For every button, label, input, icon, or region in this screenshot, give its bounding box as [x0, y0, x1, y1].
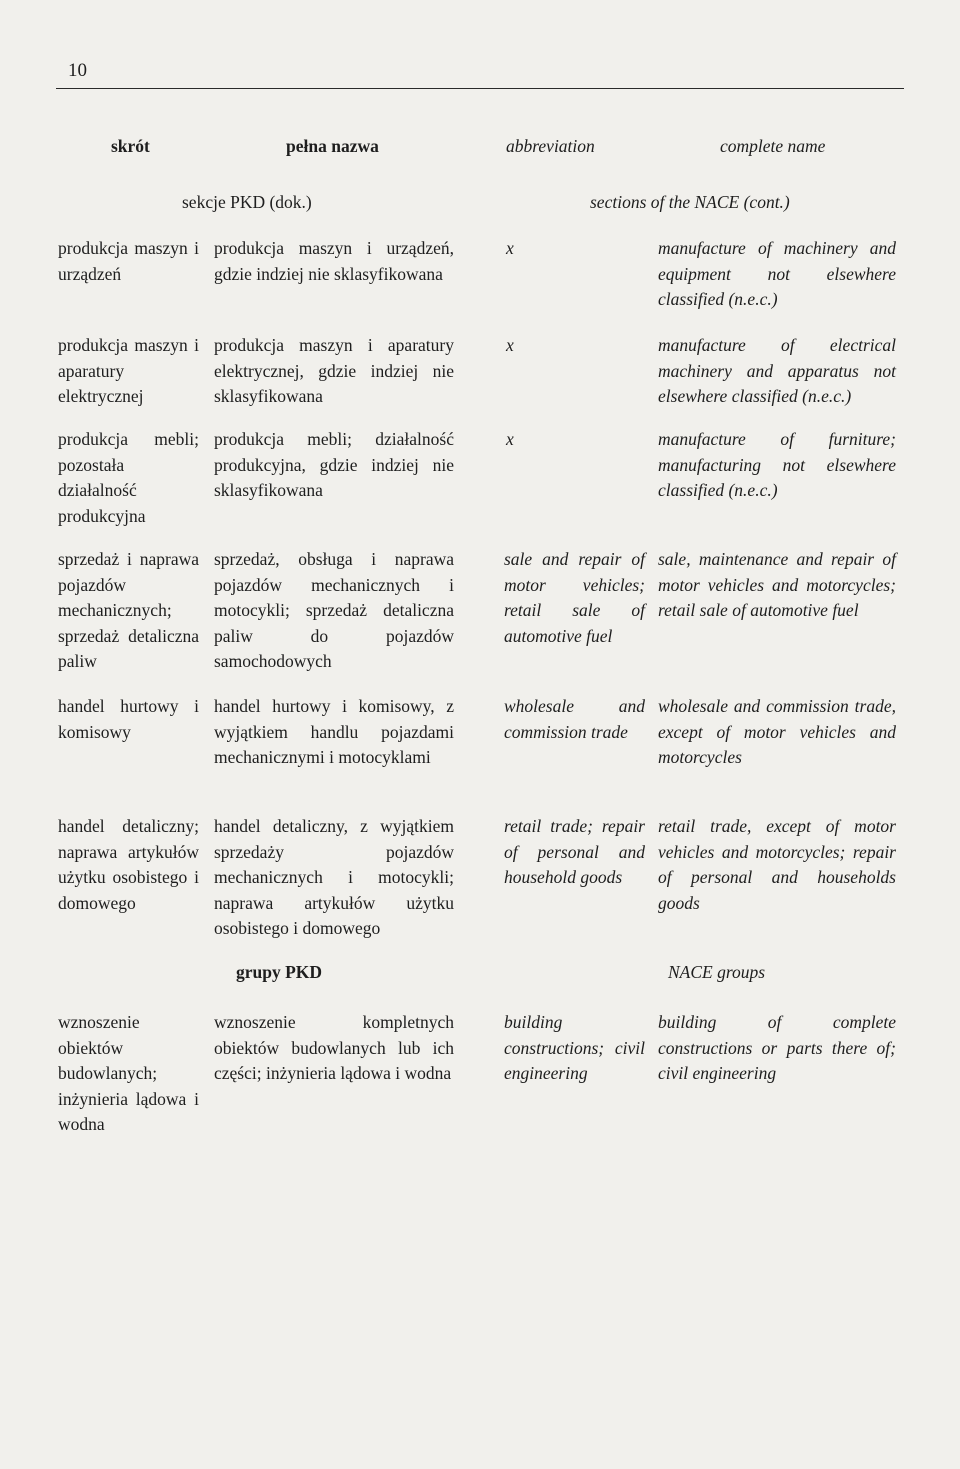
row-full-pl: produkcja maszyn i urządzeń, gdzie indziej nie sklasyfikowana [214, 238, 454, 284]
row-abbr-en: x [506, 238, 514, 258]
row-full-pl: produkcja maszyn i aparatury elektrycznej, gdzie indziej nie sklasyfikowana [214, 335, 454, 406]
group-heading-en: NACE groups [668, 962, 766, 982]
row-full-pl: sprzedaż, obsługa i naprawa pojazdów mechanicznych i motocykli; sprzedaż detaliczna paliw do pojazdów samochodowych [214, 549, 454, 671]
row-abbr-en: x [506, 335, 514, 355]
row-abbr-en: x [506, 429, 514, 449]
row-abbr-pl: sprzedaż i naprawa pojazdów mechanicznych; sprzedaż detaliczna paliw [58, 549, 199, 671]
row-full-en: manufacture of machinery and equipment not elsewhere classified (n.e.c.) [658, 238, 896, 309]
row-full-en: manufacture of electrical machinery and apparatus not elsewhere classified (n.e.c.) [658, 335, 896, 406]
row-abbr-en: retail trade; repair of personal and household goods [504, 816, 645, 887]
row-abbr-pl: wznoszenie obiektów budowlanych; inżynieria lądowa i wodna [58, 1012, 199, 1134]
row-full-pl: wznoszenie kompletnych obiektów budowlanych lub ich części; inżynieria lądowa i wodna [214, 1012, 454, 1083]
row-abbr-pl: produkcja mebli; pozostała działalność produkcyjna [58, 429, 199, 526]
header-rule [56, 88, 904, 89]
row-abbr-pl: produkcja maszyn i urządzeń [58, 238, 199, 284]
row-full-pl: handel detaliczny, z wyjątkiem sprzedaży pojazdów mechanicznych i motocykli; naprawa artykułów użytku osobistego i domowego [214, 816, 454, 938]
group-heading-pl: grupy PKD [236, 962, 323, 982]
row-abbr-pl: produkcja maszyn i aparatury elektrycznej [58, 335, 199, 406]
row-abbr-pl: handel detaliczny; naprawa artykułów użytku osobistego i domowego [58, 816, 199, 913]
row-full-pl: handel hurtowy i komisowy, z wyjątkiem handlu pojazdami mechanicznymi i motocyklami [214, 696, 454, 767]
page-number: 10 [68, 60, 87, 81]
section-heading-en: sections of the NACE (cont.) [590, 192, 790, 212]
header-abbr-pl: skrót [111, 136, 150, 156]
header-abbr-en: abbreviation [506, 136, 595, 156]
row-full-en: manufacture of furniture; manufacturing not elsewhere classified (n.e.c.) [658, 429, 896, 500]
row-abbr-pl: handel hurtowy i komisowy [58, 696, 199, 742]
section-heading-pl: sekcje PKD (dok.) [182, 192, 312, 212]
row-full-pl: produkcja mebli; działalność produkcyjna, gdzie indziej nie sklasyfikowana [214, 429, 454, 500]
row-full-en: retail trade, except of motor vehicles and motorcycles; repair of personal and households goods [658, 816, 896, 913]
row-full-en: sale, maintenance and repair of motor vehicles and motorcycles; retail sale of automotive fuel [658, 549, 896, 620]
row-full-en: building of complete constructions or parts there of; civil engineering [658, 1012, 896, 1083]
row-abbr-en: building constructions; civil engineering [504, 1012, 645, 1083]
header-full-pl: pełna nazwa [286, 136, 379, 156]
row-abbr-en: sale and repair of motor vehicles; retail sale of automotive fuel [504, 549, 645, 646]
row-full-en: wholesale and commission trade, except of motor vehicles and motorcycles [658, 696, 896, 767]
header-full-en: complete name [720, 136, 826, 156]
row-abbr-en: wholesale and commission trade [504, 696, 645, 742]
